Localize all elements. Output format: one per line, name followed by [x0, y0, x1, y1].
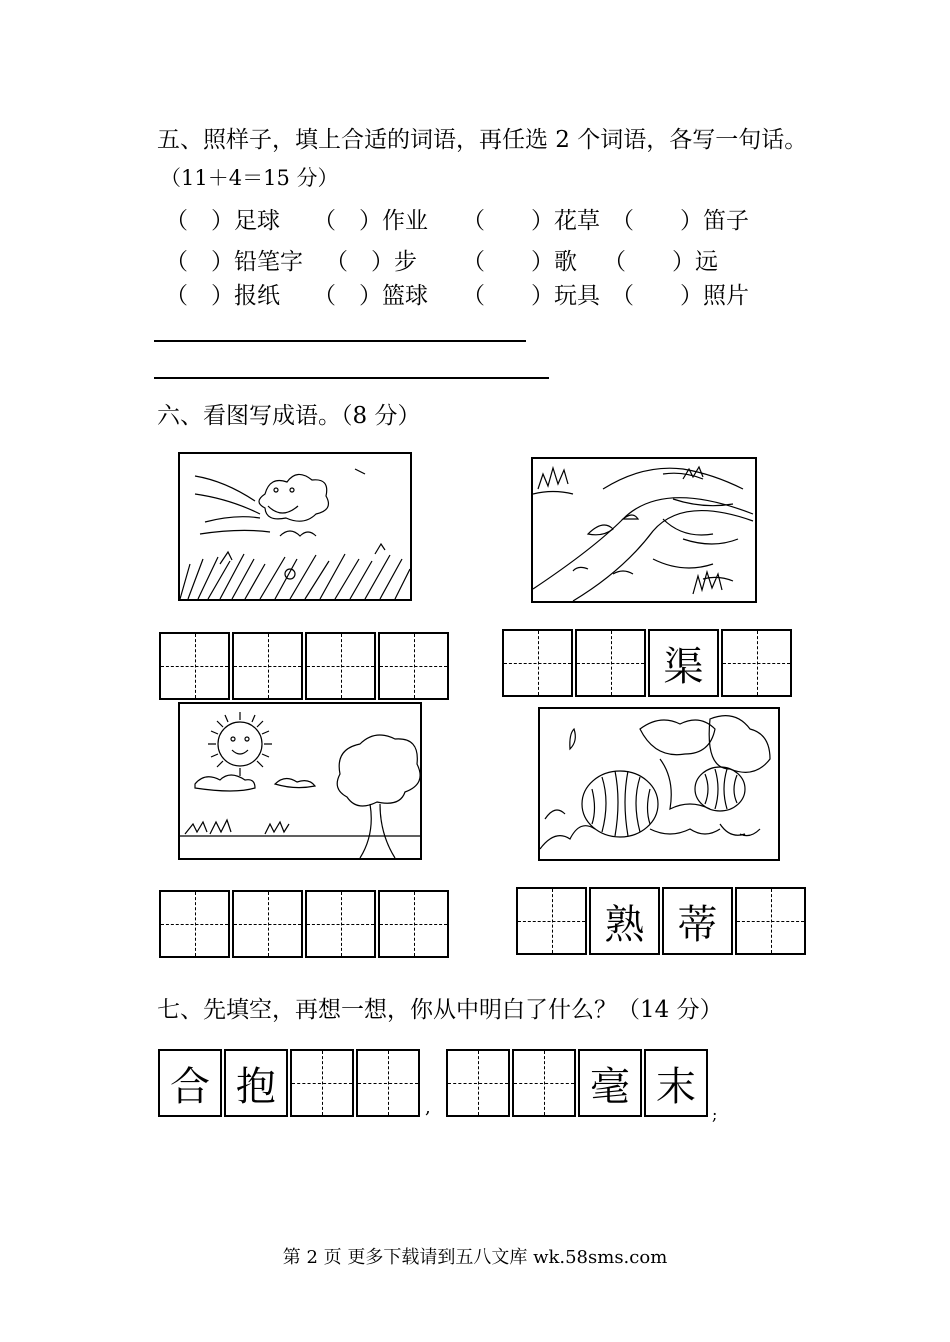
- idiom-grid-1: [159, 632, 451, 700]
- word-item: （ ）报纸: [165, 283, 280, 309]
- section7-title: 七、先填空，再想一想，你从中明白了什么？（14 分）: [157, 997, 723, 1023]
- idiom-grid-a: [158, 1049, 422, 1117]
- answer-cell[interactable]: [232, 632, 303, 700]
- picture-watermelon: [538, 707, 780, 861]
- section6-title: 六、看图写成语。（8 分）: [157, 403, 421, 429]
- word-item: （ ）花草: [462, 208, 600, 234]
- answer-cell[interactable]: [735, 887, 806, 955]
- separator-semicolon: ;: [712, 1105, 718, 1124]
- picture-sun-tree: [178, 702, 422, 860]
- given-char-cell: 渠: [648, 629, 719, 697]
- answer-cell[interactable]: [512, 1049, 576, 1117]
- wind-grass-illustration: [180, 454, 410, 599]
- answer-cell[interactable]: [305, 632, 376, 700]
- given-char-cell: 毫: [578, 1049, 642, 1117]
- river-illustration: [533, 459, 755, 601]
- section5-title: 五、照样子，填上合适的词语，再任选 2 个词语，各写一句话。: [157, 127, 808, 153]
- picture-river: [531, 457, 757, 603]
- word-item: （ ）步: [325, 249, 417, 275]
- answer-line-2[interactable]: [154, 377, 549, 379]
- idiom-grid-3: [159, 890, 451, 958]
- word-item: （ ）照片: [611, 283, 749, 309]
- answer-cell[interactable]: [356, 1049, 420, 1117]
- answer-cell[interactable]: [721, 629, 792, 697]
- word-item: （ ）铅笔字: [165, 249, 303, 275]
- sun-tree-illustration: [180, 704, 420, 858]
- word-item: （ ）歌: [462, 249, 577, 275]
- given-char-cell: 蒂: [662, 887, 733, 955]
- answer-cell[interactable]: [305, 890, 376, 958]
- word-item: （ ）玩具: [462, 283, 600, 309]
- word-item: （ ）篮球: [313, 283, 428, 309]
- idiom-grid-2: [502, 629, 794, 697]
- answer-cell[interactable]: [575, 629, 646, 697]
- word-item: （ ）作业: [313, 208, 428, 234]
- word-item: （ ）远: [603, 249, 718, 275]
- word-item: （ ）笛子: [611, 208, 749, 234]
- idiom-grid-b: [446, 1049, 710, 1117]
- answer-cell[interactable]: [159, 890, 230, 958]
- answer-cell[interactable]: [378, 890, 449, 958]
- answer-cell[interactable]: [502, 629, 573, 697]
- picture-wind-grass: [178, 452, 412, 601]
- answer-cell[interactable]: [378, 632, 449, 700]
- given-char-cell: 末: [644, 1049, 708, 1117]
- given-char-cell: 抱: [224, 1049, 288, 1117]
- separator-comma: ,: [425, 1097, 431, 1118]
- answer-cell[interactable]: [159, 632, 230, 700]
- answer-cell[interactable]: [290, 1049, 354, 1117]
- idiom-grid-4: [516, 887, 808, 955]
- watermelon-illustration: [540, 709, 778, 859]
- given-char-cell: 合: [158, 1049, 222, 1117]
- answer-cell[interactable]: [446, 1049, 510, 1117]
- answer-line-1[interactable]: [154, 340, 526, 342]
- given-char-cell: 熟: [589, 887, 660, 955]
- word-item: （ ）足球: [165, 208, 280, 234]
- answer-cell[interactable]: [232, 890, 303, 958]
- section5-score: （11＋4＝15 分）: [160, 166, 339, 190]
- page-footer: 第 2 页 更多下载请到五八文库 wk.58sms.com: [282, 1247, 668, 1268]
- answer-cell[interactable]: [516, 887, 587, 955]
